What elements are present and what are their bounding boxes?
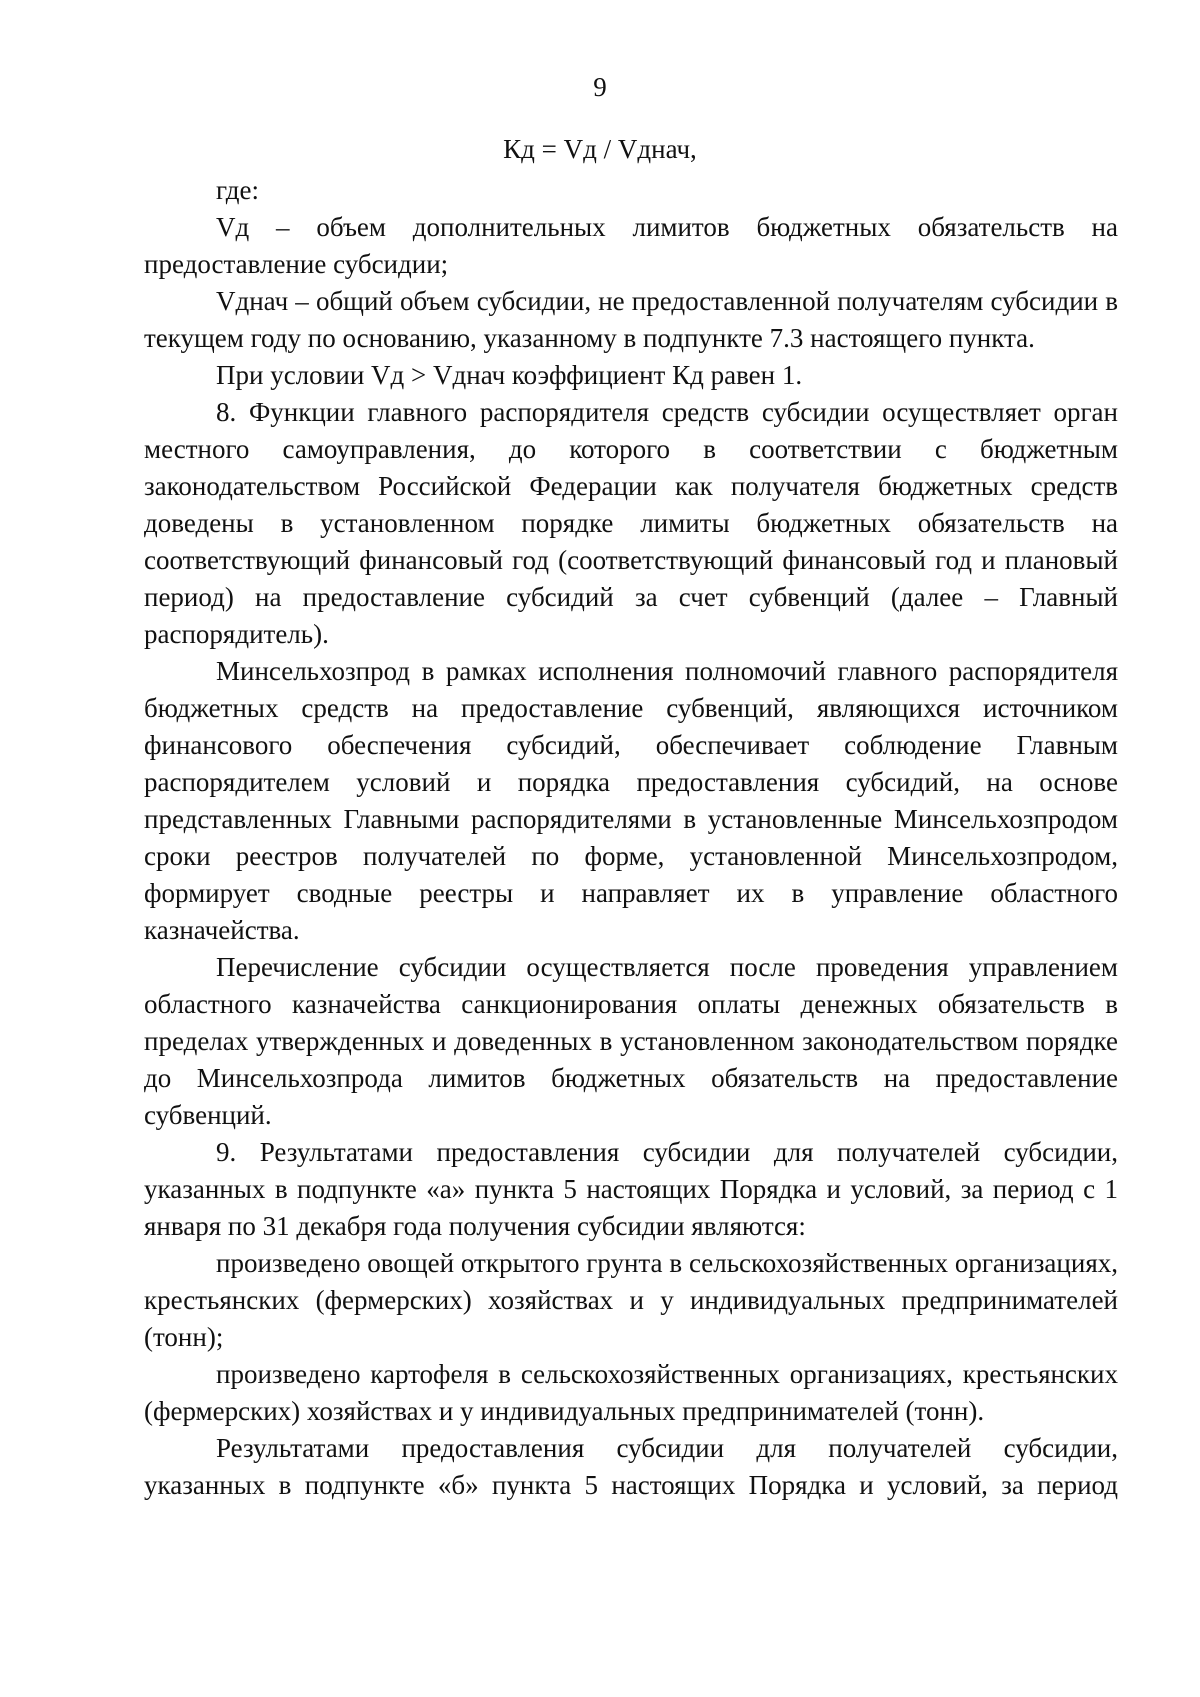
paragraph-condition: При условии Vд > Vднач коэффициент Кд равен 1.	[216, 360, 803, 390]
paragraph-potatoes: произведено картофеля в сельскохозяйственных организациях, крестьянских (фермерских) хозяйствах и у индивидуальных предпринимателей (тонн).	[144, 1359, 1118, 1426]
formula: Кд = Vд / Vднач,	[503, 134, 697, 164]
paragraph-transfer: Перечисление субсидии осуществляется после проведения управлением областного казначейства санкционирования оплаты денежных обязательств в пределах утвержденных и доведенных в установленном законодательством порядке до Минсельхозпрода лимитов бюджетных обязательств на предоставление субвенций.	[144, 952, 1118, 1130]
page-number: 9	[593, 72, 607, 102]
paragraph-item-8: 8. Функции главного распорядителя средств субсидии осуществляет орган местного самоуправления, до которого в соответствии с бюджетным законодательством Российской Федерации как получателя бюджетных средств доведены в установленном порядке лимиты бюджетных обязательств на соответствующий финансовый год (соответствующий финансовый год и плановый период) на предоставление субсидий за счет субвенций (далее – Главный распорядитель).	[144, 397, 1118, 649]
paragraph-vdnach-definition: Vднач – общий объем субсидии, не предоставленной получателям субсидии в текущем году по основанию, указанному в подпункте 7.3 настоящего пункта.	[144, 286, 1118, 353]
paragraph-results-b: Результатами предоставления субсидии для получателей субсидии, указанных в подпункте «б» пункта 5 настоящих Порядка и условий, за период	[144, 1433, 1118, 1500]
document-body	[144, 172, 1118, 1504]
paragraph-minselkhozprod: Минсельхозпрод в рамках исполнения полномочий главного распорядителя бюджетных средств на предоставление субвенций, являющихся источником финансового обеспечения субсидий, обеспечивает соблюдение Главным распорядителем условий и порядка предоставления субсидий, на основе представленных Главными распорядителями в установленные Минсельхозпродом сроки реестров получателей по форме, установленной Минсельхозпродом, формирует сводные реестры и направляет их в управление областного казначейства.	[144, 656, 1118, 945]
paragraph-item-9: 9. Результатами предоставления субсидии для получателей субсидии, указанных в подпункте «а» пункта 5 настоящих Порядка и условий, за период с 1 января по 31 декабря года получения субсидии являются:	[144, 1137, 1118, 1241]
paragraph-vegetables: произведено овощей открытого грунта в сельскохозяйственных организациях, крестьянских (фермерских) хозяйствах и у индивидуальных предпринимателей (тонн);	[144, 1248, 1118, 1352]
paragraph-where: где:	[216, 175, 259, 205]
paragraph-vd-definition: Vд – объем дополнительных лимитов бюджетных обязательств на предоставление субсидии;	[144, 212, 1118, 279]
